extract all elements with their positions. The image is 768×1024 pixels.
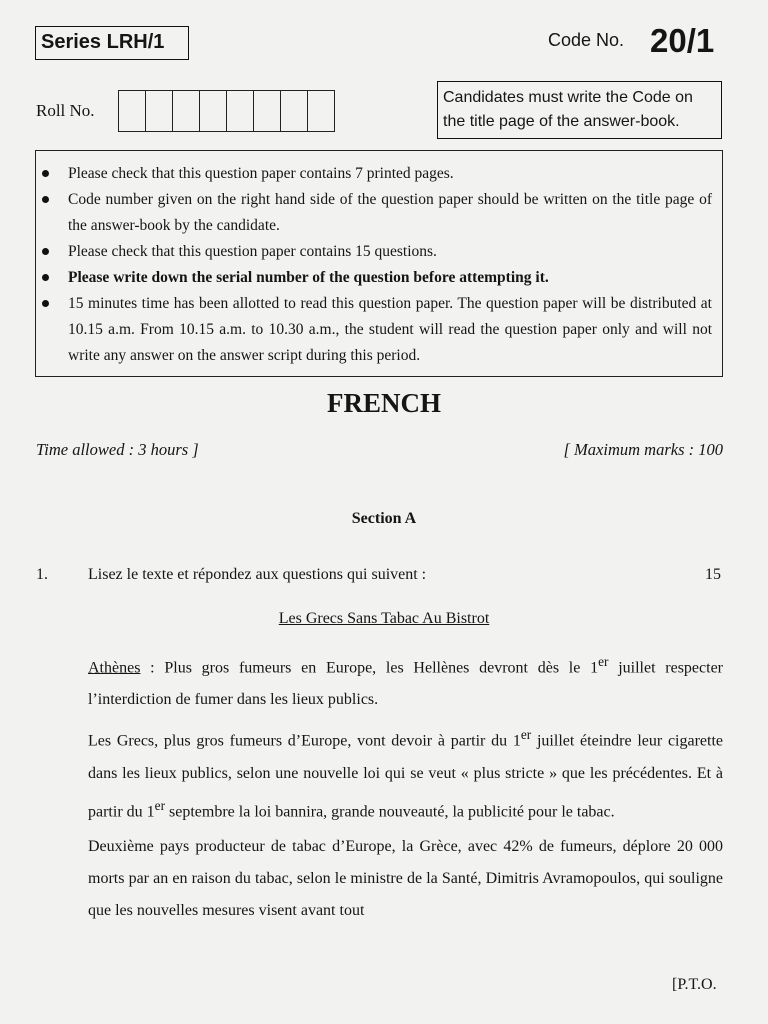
roll-digit-box[interactable]: [172, 90, 200, 132]
code-number: 20/1: [650, 22, 715, 59]
superscript: er: [154, 797, 166, 813]
passage-text: septembre la loi bannira, grande nouveauté, la publicité pour le tabac.: [165, 802, 615, 820]
roll-digit-box[interactable]: [118, 90, 146, 132]
superscript: er: [598, 654, 609, 669]
passage-title: [0, 610, 768, 628]
superscript: er: [520, 727, 532, 743]
question-prompt: Lisez le texte et répondez aux questions qui suivent :: [88, 566, 427, 583]
instruction-item: [42, 187, 712, 239]
passage: [88, 646, 723, 930]
passage-text: : Plus gros fumeurs en Europe, les Hellènes devront dès le 1: [140, 659, 599, 677]
dateline-place: Athènes: [88, 659, 141, 677]
instruction-item: [42, 161, 712, 187]
code-label: Code No.: [548, 30, 625, 50]
passage-text: juillet éteindre leur cigarette dans les lieux publics, selon une nouvelle loi qui se veut « plus stricte » que les précédentes. Et à partir du 1: [88, 732, 724, 820]
bullet-icon: [42, 274, 49, 281]
passage-paragraph: [88, 831, 723, 927]
roll-number-label: Roll No.: [36, 101, 95, 120]
instruction-text: Please check that this question paper contains 7 printed pages.: [68, 165, 454, 182]
page-turn-label: [P.T.O.: [672, 976, 717, 993]
instruction-item: [42, 239, 712, 265]
roll-digit-box[interactable]: [280, 90, 308, 132]
instruction-text: Please check that this question paper contains 15 questions.: [68, 243, 437, 260]
candidates-note: [437, 81, 722, 139]
roll-digit-box[interactable]: [199, 90, 227, 132]
passage-text: Deuxième pays producteur de tabac d’Europe, la Grèce, avec 42% de fumeurs, déplore 20 000 morts par an en raison du tabac, selon le ministre de la Santé, Dimitris Avramopoulos, qui souligne que les nouvelles mesures visent avant tout: [88, 837, 723, 919]
question-number: 1.: [36, 566, 48, 583]
roll-digit-box[interactable]: [226, 90, 254, 132]
question-marks: 15: [705, 566, 721, 583]
bullet-icon: [42, 248, 49, 255]
subject-title: FRENCH: [327, 388, 441, 418]
roll-digit-box[interactable]: [253, 90, 281, 132]
candidates-note-line: the title page of the answer-book.: [443, 113, 680, 130]
passage-paragraph: [88, 646, 723, 716]
section-heading: Section A: [351, 510, 417, 527]
instruction-text: Please write down the serial number of the question before attempting it.: [68, 269, 549, 286]
bullet-icon: [42, 196, 49, 203]
passage-title-text: Les Grecs Sans Tabac Au Bistrot: [278, 610, 490, 627]
roll-digit-box[interactable]: [145, 90, 173, 132]
roll-digit-box[interactable]: [307, 90, 335, 132]
passage-text: Les Grecs, plus gros fumeurs d’Europe, vont devoir à partir du 1: [88, 732, 521, 750]
passage-text: juillet respecter l’interdiction de fumer dans les lieux publics.: [88, 659, 724, 709]
maximum-marks: [ Maximum marks : 100: [563, 440, 723, 459]
candidates-note-line: Candidates must write the Code on: [443, 89, 693, 106]
time-allowed: Time allowed : 3 hours ]: [36, 440, 199, 459]
series-label: Series LRH/1: [35, 26, 189, 60]
roll-number-boxes[interactable]: [119, 90, 335, 132]
instructions-box: [35, 150, 723, 377]
instruction-item: [42, 265, 712, 291]
passage-paragraph: [88, 719, 723, 828]
instruction-text: 15 minutes time has been allotted to read this question paper. The question paper will be distributed at 10.15 a.m. From 10.15 a.m. to 10.30 a.m., the student will read the question paper only and will not write any answer on the answer script during this period.: [68, 295, 712, 364]
bullet-icon: [42, 300, 49, 307]
instruction-item: [42, 291, 712, 369]
bullet-icon: [42, 170, 49, 177]
instruction-text: Code number given on the right hand side of the question paper should be written on the title page of the answer-book by the candidate.: [68, 191, 712, 234]
